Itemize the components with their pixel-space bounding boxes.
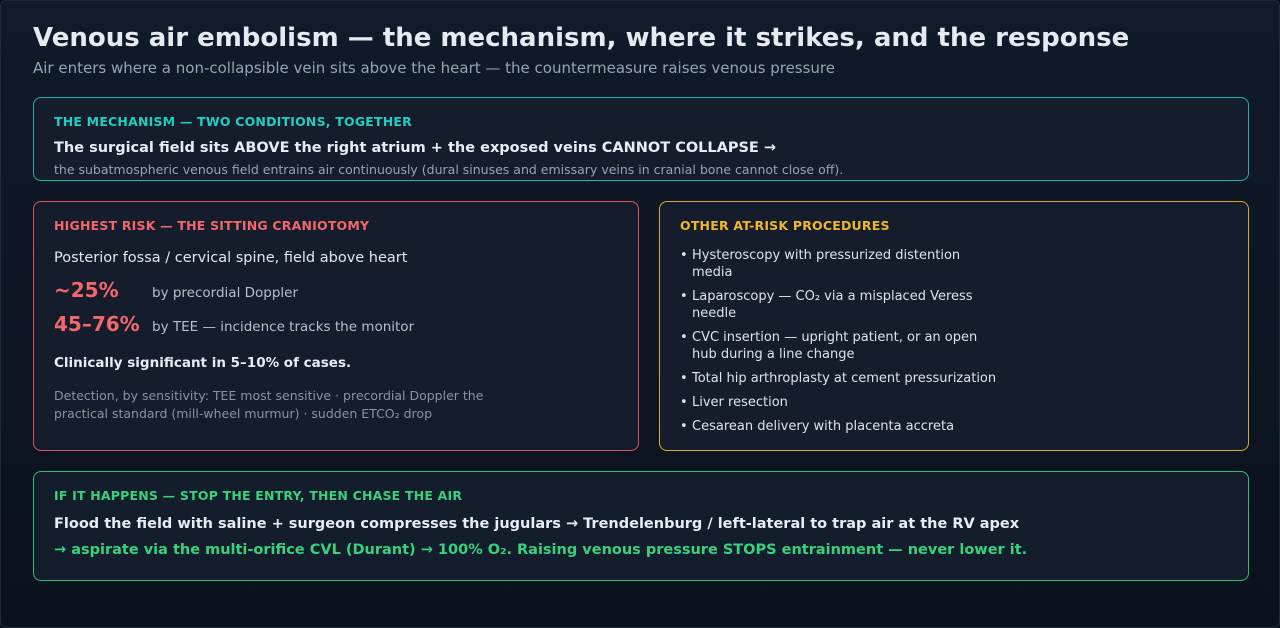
stat-value-doppler: ~25%: [54, 278, 119, 302]
other-procedures-heading: OTHER AT-RISK PROCEDURES: [680, 218, 890, 233]
procedure-item-cvc-insertion: • CVC insertion — upright patient, or an open hub during a line change: [680, 329, 1000, 363]
highest-risk-heading: HIGHEST RISK — THE SITTING CRANIOTOMY: [54, 218, 370, 233]
other-procedures-card: [659, 201, 1249, 451]
mechanism-card: [33, 97, 1249, 181]
procedure-item-cesarean: • Cesarean delivery with placenta accreta: [680, 418, 1000, 435]
procedure-item-hip-arthroplasty: • Total hip arthroplasty at cement pressurization: [680, 370, 1000, 387]
procedure-item-hysteroscopy: • Hysteroscopy with pressurized distention media: [680, 247, 1000, 281]
mechanism-main-text: The surgical field sits ABOVE the right atrium + the exposed veins CANNOT COLLAPSE →: [54, 140, 777, 156]
mechanism-heading: THE MECHANISM — TWO CONDITIONS, TOGETHER: [54, 114, 412, 129]
page-title: Venous air embolism — the mechanism, where it strikes, and the response: [33, 23, 1130, 53]
clinical-significance: Clinically significant in 5–10% of cases.: [54, 355, 352, 371]
procedure-item-laparoscopy: • Laparoscopy — CO₂ via a misplaced Veress needle: [680, 288, 1000, 322]
procedure-item-liver-resection: • Liver resection: [680, 394, 1000, 411]
mechanism-detail-text: the subatmospheric venous field entrains air continuously (dural sinuses and emissary veins in cranial bone cannot close off).: [54, 162, 844, 177]
stat-label-tee: by TEE — incidence tracks the monitor: [152, 319, 415, 335]
response-main-text: Flood the field with saline + surgeon compresses the jugulars → Trendelenburg / left-lateral to trap air at the RV apex: [54, 516, 1020, 532]
response-accent-text: → aspirate via the multi-orifice CVL (Durant) → 100% O₂. Raising venous pressure STOPS entrainment — never lower it.: [54, 542, 1028, 558]
stat-label-doppler: by precordial Doppler: [152, 285, 299, 301]
detection-note: Detection, by sensitivity: TEE most sensitive · precordial Doppler the practical standard (mill-wheel murmur) · sudden ETCO₂ drop: [54, 388, 484, 421]
page-subtitle: Air enters where a non-collapsible vein sits above the heart — the countermeasure raises venous pressure: [33, 59, 836, 77]
highest-risk-card: [33, 201, 639, 451]
response-card: [33, 471, 1249, 581]
highest-risk-procedure: Posterior fossa / cervical spine, field above heart: [54, 250, 408, 266]
procedure-list: [680, 247, 1000, 442]
stat-value-tee: 45–76%: [54, 312, 140, 336]
response-heading: IF IT HAPPENS — STOP THE ENTRY, THEN CHASE THE AIR: [54, 488, 463, 503]
